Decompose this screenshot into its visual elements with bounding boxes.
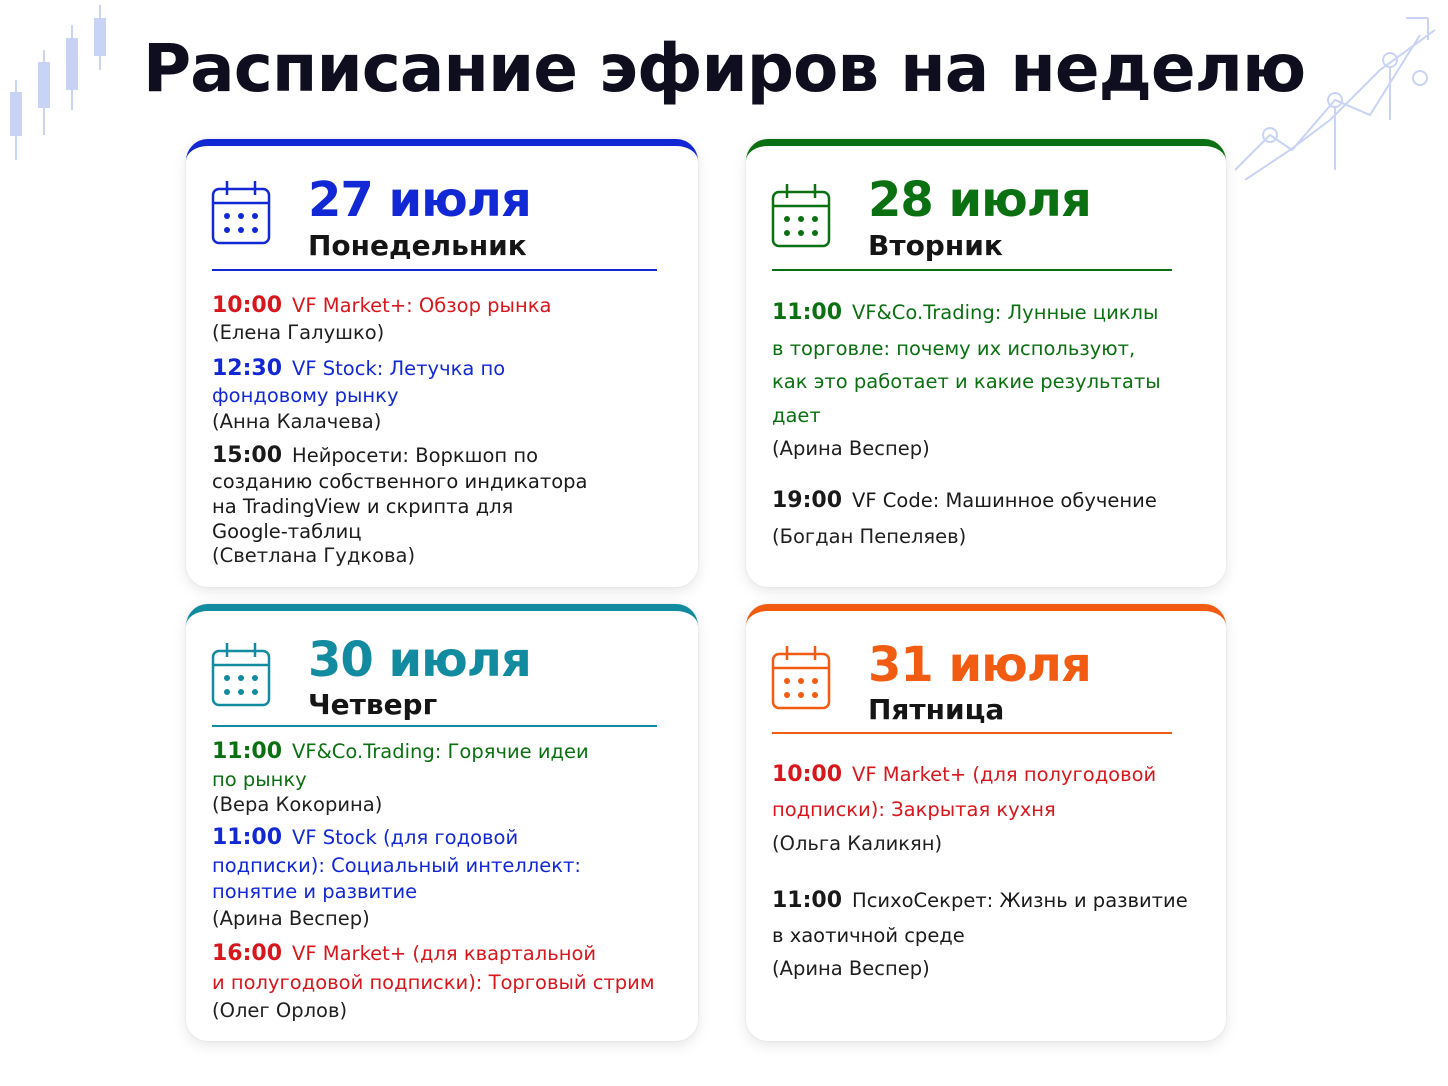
calendar-icon <box>771 182 831 248</box>
card-weekday: Понедельник <box>308 229 527 262</box>
event-item <box>772 294 1212 466</box>
calendar-icon <box>211 179 271 245</box>
event-item <box>212 291 684 346</box>
event-title: VF Stock: Летучка по <box>292 356 506 380</box>
card-weekday: Пятница <box>868 693 1005 726</box>
event-title-line: понятие и развитие <box>212 880 418 904</box>
page-title: Расписание эфиров на неделю <box>142 30 1306 107</box>
event-title-line: на TradingView и скрипта для <box>212 494 514 518</box>
event-title-line: и полугодовой подписки): Торговый стрим <box>212 971 655 995</box>
event-title: Нейросети: Воркшоп по <box>292 444 539 468</box>
event-title-line: подписки): Закрытая кухня <box>772 798 1056 822</box>
event-host: (Анна Калачева) <box>212 409 382 433</box>
event-time: 12:30 <box>212 355 283 381</box>
schedule-card-friday <box>746 604 1226 1041</box>
event-item <box>212 738 684 817</box>
event-title-line: созданию собственного индикатора <box>212 470 588 494</box>
event-host: (Вера Кокорина) <box>212 792 383 816</box>
event-host: (Арина Веспер) <box>772 437 930 461</box>
event-item <box>772 882 1212 986</box>
event-time: 15:00 <box>212 443 283 469</box>
event-host: (Арина Веспер) <box>212 906 370 930</box>
event-title: VF&Co.Trading: Горячие идеи <box>292 740 589 763</box>
event-title: VF Stock (для годовой <box>292 826 519 850</box>
card-divider <box>772 732 1172 734</box>
event-time: 19:00 <box>772 487 843 513</box>
event-title-line: Google-таблиц <box>212 519 362 543</box>
event-time: 11:00 <box>772 300 843 325</box>
calendar-icon <box>211 641 271 707</box>
event-item <box>212 442 684 569</box>
schedule-card-monday <box>186 139 698 587</box>
event-title: VF Market+ (для квартальной <box>292 941 597 965</box>
calendar-icon <box>771 644 831 710</box>
event-item <box>212 354 684 435</box>
card-date: 31 июля <box>868 637 1091 693</box>
event-title-line: подписки): Социальный интеллект: <box>212 853 581 877</box>
event-time: 11:00 <box>212 825 283 851</box>
card-date: 28 июля <box>868 172 1091 228</box>
event-title-line: в торговле: почему их используют, <box>772 336 1136 360</box>
event-title: ПсихоСекрет: Жизнь и развитие <box>852 888 1188 912</box>
event-time: 11:00 <box>772 887 843 913</box>
event-title: VF Market+: Обзор рынка <box>292 294 552 317</box>
event-title: VF Code: Машинное обучение <box>852 488 1157 512</box>
card-weekday: Вторник <box>868 229 1003 262</box>
event-title-line: фондовому рынку <box>212 383 399 407</box>
card-divider <box>212 269 657 271</box>
event-item <box>772 482 1212 553</box>
event-title-line: по рынку <box>212 767 307 791</box>
event-title-line: дает <box>772 403 821 427</box>
event-host: (Богдан Пепеляев) <box>772 524 967 548</box>
event-host: (Светлана Гудкова) <box>212 544 416 568</box>
event-title: VF Market+ (для полугодовой <box>852 763 1157 786</box>
event-item <box>772 756 1212 860</box>
schedule-card-thursday <box>186 604 698 1041</box>
event-host: (Арина Веспер) <box>772 957 930 981</box>
event-item <box>212 823 684 932</box>
event-time: 10:00 <box>212 293 283 318</box>
event-list <box>772 756 1212 985</box>
event-title-line: в хаотичной среде <box>772 924 965 948</box>
event-host: (Олег Орлов) <box>212 998 348 1022</box>
event-time: 16:00 <box>212 940 283 966</box>
card-divider <box>772 269 1172 271</box>
event-title: VF&Co.Trading: Лунные циклы <box>852 301 1159 324</box>
event-time: 11:00 <box>212 739 283 764</box>
card-date: 27 июля <box>308 172 531 228</box>
card-date: 30 июля <box>308 632 531 688</box>
event-list <box>772 294 1212 553</box>
card-divider <box>212 725 657 727</box>
event-item <box>212 938 684 1025</box>
event-host: (Ольга Каликян) <box>772 831 943 855</box>
schedule-card-tuesday <box>746 139 1226 587</box>
card-weekday: Четверг <box>308 688 438 721</box>
event-title-line: как это работает и какие результаты <box>772 370 1161 394</box>
event-list <box>212 291 684 569</box>
event-list <box>212 738 684 1025</box>
event-time: 10:00 <box>772 762 843 787</box>
event-host: (Елена Галушко) <box>212 321 385 345</box>
